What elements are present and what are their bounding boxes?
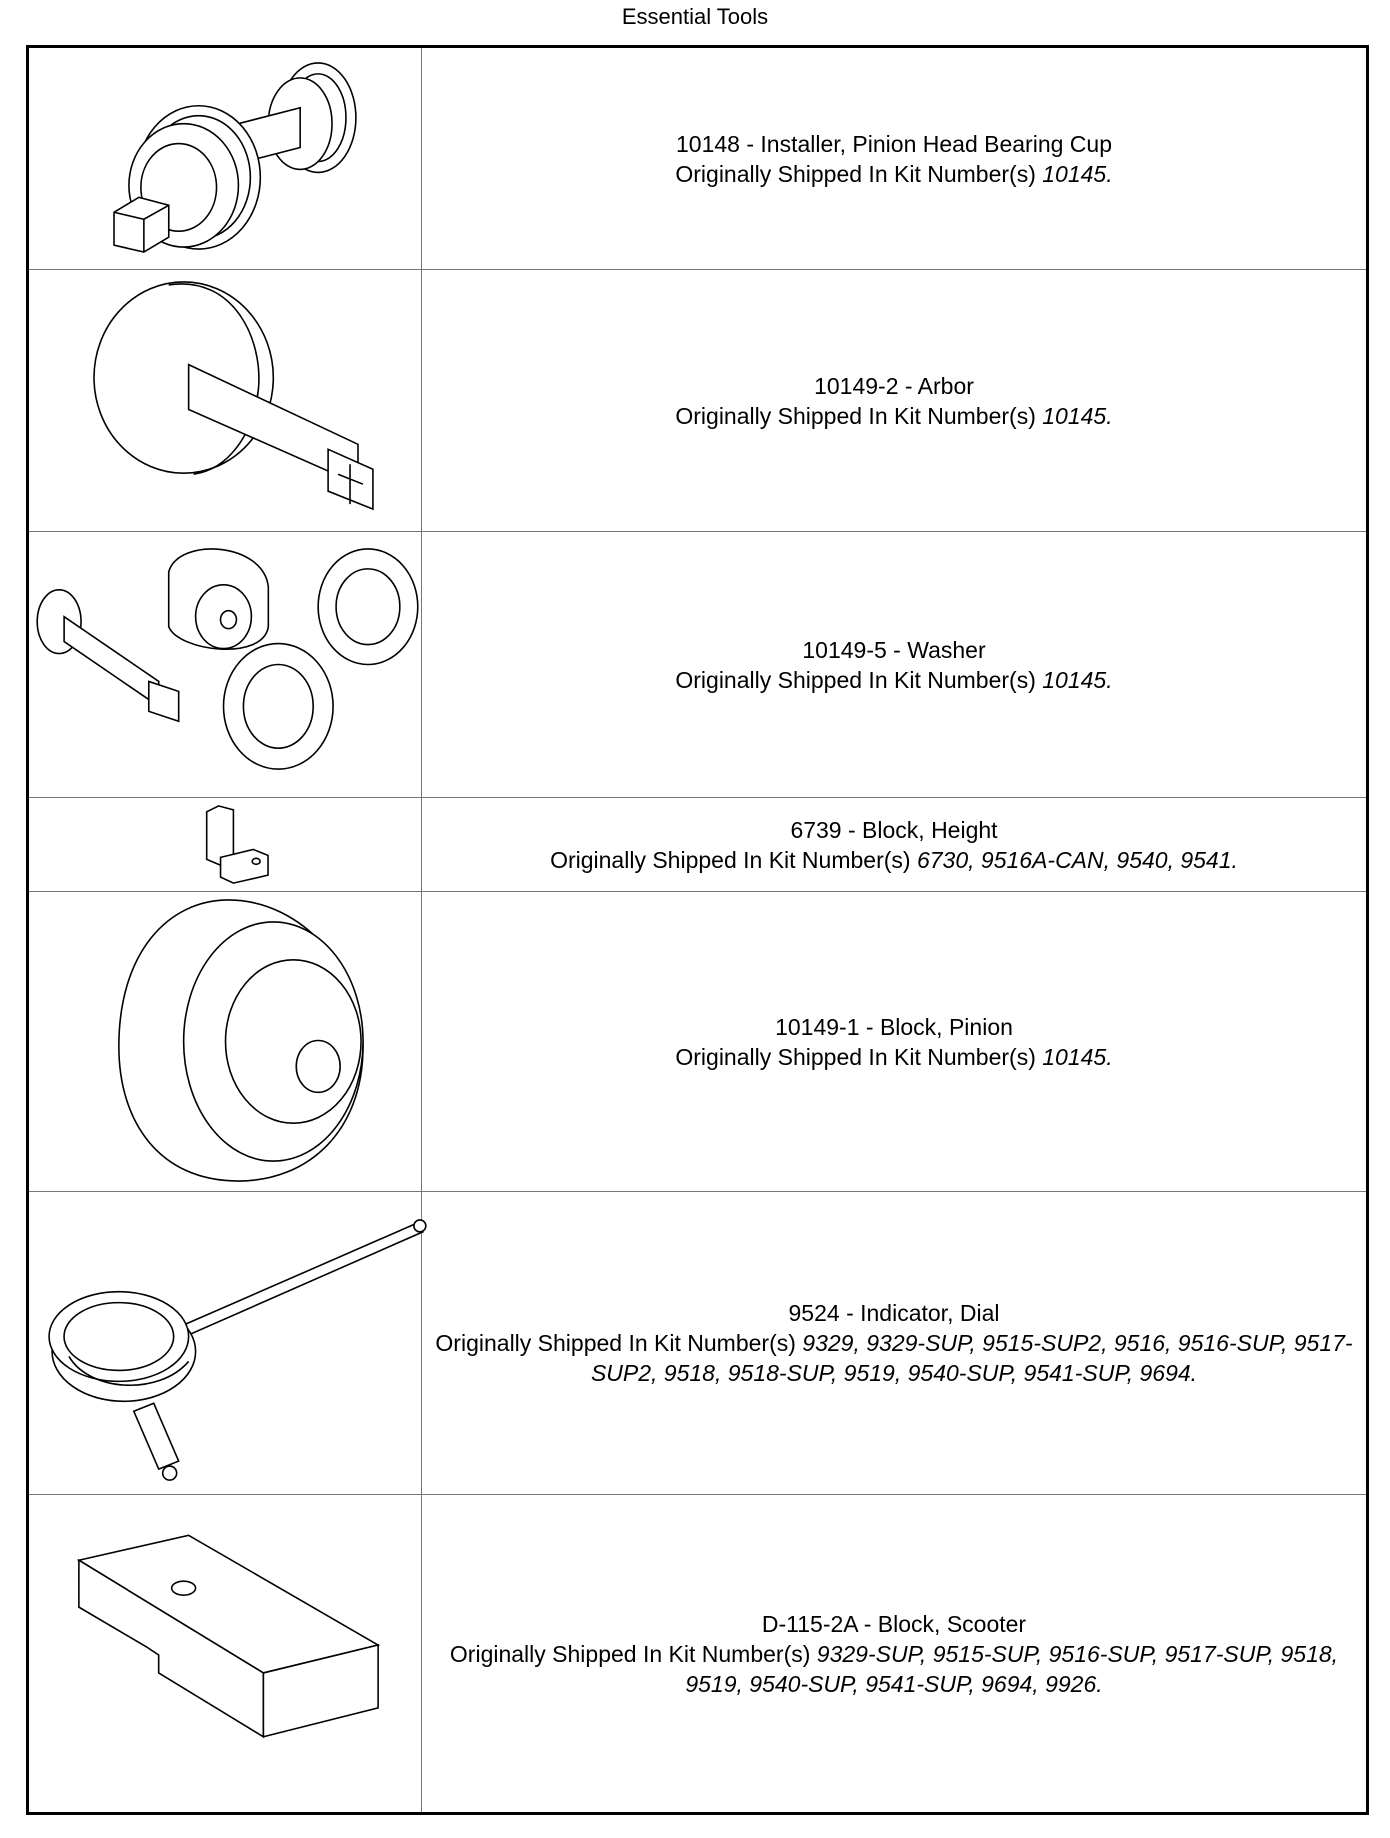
kit-numbers: 10145. bbox=[1042, 402, 1113, 429]
tool-name: 9524 - Indicator, Dial bbox=[788, 1300, 1000, 1326]
tools-table bbox=[26, 45, 1369, 1815]
kit-prefix: Originally Shipped In Kit Number(s) bbox=[675, 1043, 1036, 1070]
scooter-block-icon bbox=[29, 1495, 421, 1812]
tool-description bbox=[422, 798, 1366, 891]
kit-numbers: 10145. bbox=[1042, 1043, 1113, 1070]
kit-prefix: Originally Shipped In Kit Number(s) bbox=[675, 402, 1036, 429]
tool-image-cell bbox=[29, 532, 422, 797]
table-row bbox=[29, 1192, 1366, 1495]
table-row bbox=[29, 1495, 1366, 1812]
dial-indicator-icon bbox=[29, 1192, 421, 1494]
kit-prefix: Originally Shipped In Kit Number(s) bbox=[675, 666, 1036, 693]
table-row bbox=[29, 798, 1366, 892]
tool-image-cell bbox=[29, 1192, 422, 1494]
washer-set-icon bbox=[29, 532, 421, 797]
tool-image-cell bbox=[29, 798, 422, 891]
tool-description bbox=[422, 892, 1366, 1191]
tool-name: 10149-1 - Block, Pinion bbox=[775, 1013, 1013, 1040]
tool-description bbox=[422, 1495, 1366, 1812]
tool-image-cell bbox=[29, 270, 422, 531]
tool-name: 10149-2 - Arbor bbox=[814, 372, 974, 399]
tool-description bbox=[422, 1192, 1366, 1494]
pinion-block-icon bbox=[29, 892, 421, 1191]
height-block-icon bbox=[29, 798, 421, 891]
tool-description bbox=[422, 48, 1366, 269]
tool-image-cell bbox=[29, 48, 422, 269]
tool-name: 6739 - Block, Height bbox=[790, 816, 998, 843]
tool-name: 10148 - Installer, Pinion Head Bearing Cup bbox=[675, 130, 1112, 157]
tool-name: D-115-2A - Block, Scooter bbox=[761, 1610, 1027, 1637]
kit-numbers: 9329, 9329-SUP, 9515-SUP2, 9516, 9516-SUP, 9517-SUP2, 9518, 9518-SUP, 9519, 9540-SUP, 9541-SUP, 9694. bbox=[590, 1330, 1353, 1386]
kit-numbers: 10145. bbox=[1042, 160, 1113, 187]
kit-numbers: 6730, 9516A-CAN, 9540, 9541. bbox=[916, 846, 1238, 873]
kit-prefix: Originally Shipped In Kit Number(s) bbox=[550, 846, 911, 873]
tool-name: 10149-5 - Washer bbox=[802, 636, 986, 663]
kit-prefix: Originally Shipped In Kit Number(s) bbox=[435, 1330, 796, 1356]
tool-image-cell bbox=[29, 1495, 422, 1812]
tool-description bbox=[422, 270, 1366, 531]
table-row bbox=[29, 48, 1366, 270]
kit-numbers: 9329-SUP, 9515-SUP, 9516-SUP, 9517-SUP, 9518, 9519, 9540-SUP, 9541-SUP, 9694, 9926. bbox=[685, 1640, 1339, 1697]
kit-numbers: 10145. bbox=[1042, 666, 1113, 693]
arbor-icon bbox=[29, 270, 421, 531]
kit-prefix: Originally Shipped In Kit Number(s) bbox=[449, 1640, 811, 1667]
bearing-cup-installer-icon bbox=[29, 48, 421, 269]
table-row bbox=[29, 892, 1366, 1192]
table-row bbox=[29, 532, 1366, 798]
tool-image-cell bbox=[29, 892, 422, 1191]
page-title: Essential Tools bbox=[621, 4, 769, 29]
kit-prefix: Originally Shipped In Kit Number(s) bbox=[675, 160, 1036, 187]
table-row bbox=[29, 270, 1366, 532]
tool-description bbox=[422, 532, 1366, 797]
